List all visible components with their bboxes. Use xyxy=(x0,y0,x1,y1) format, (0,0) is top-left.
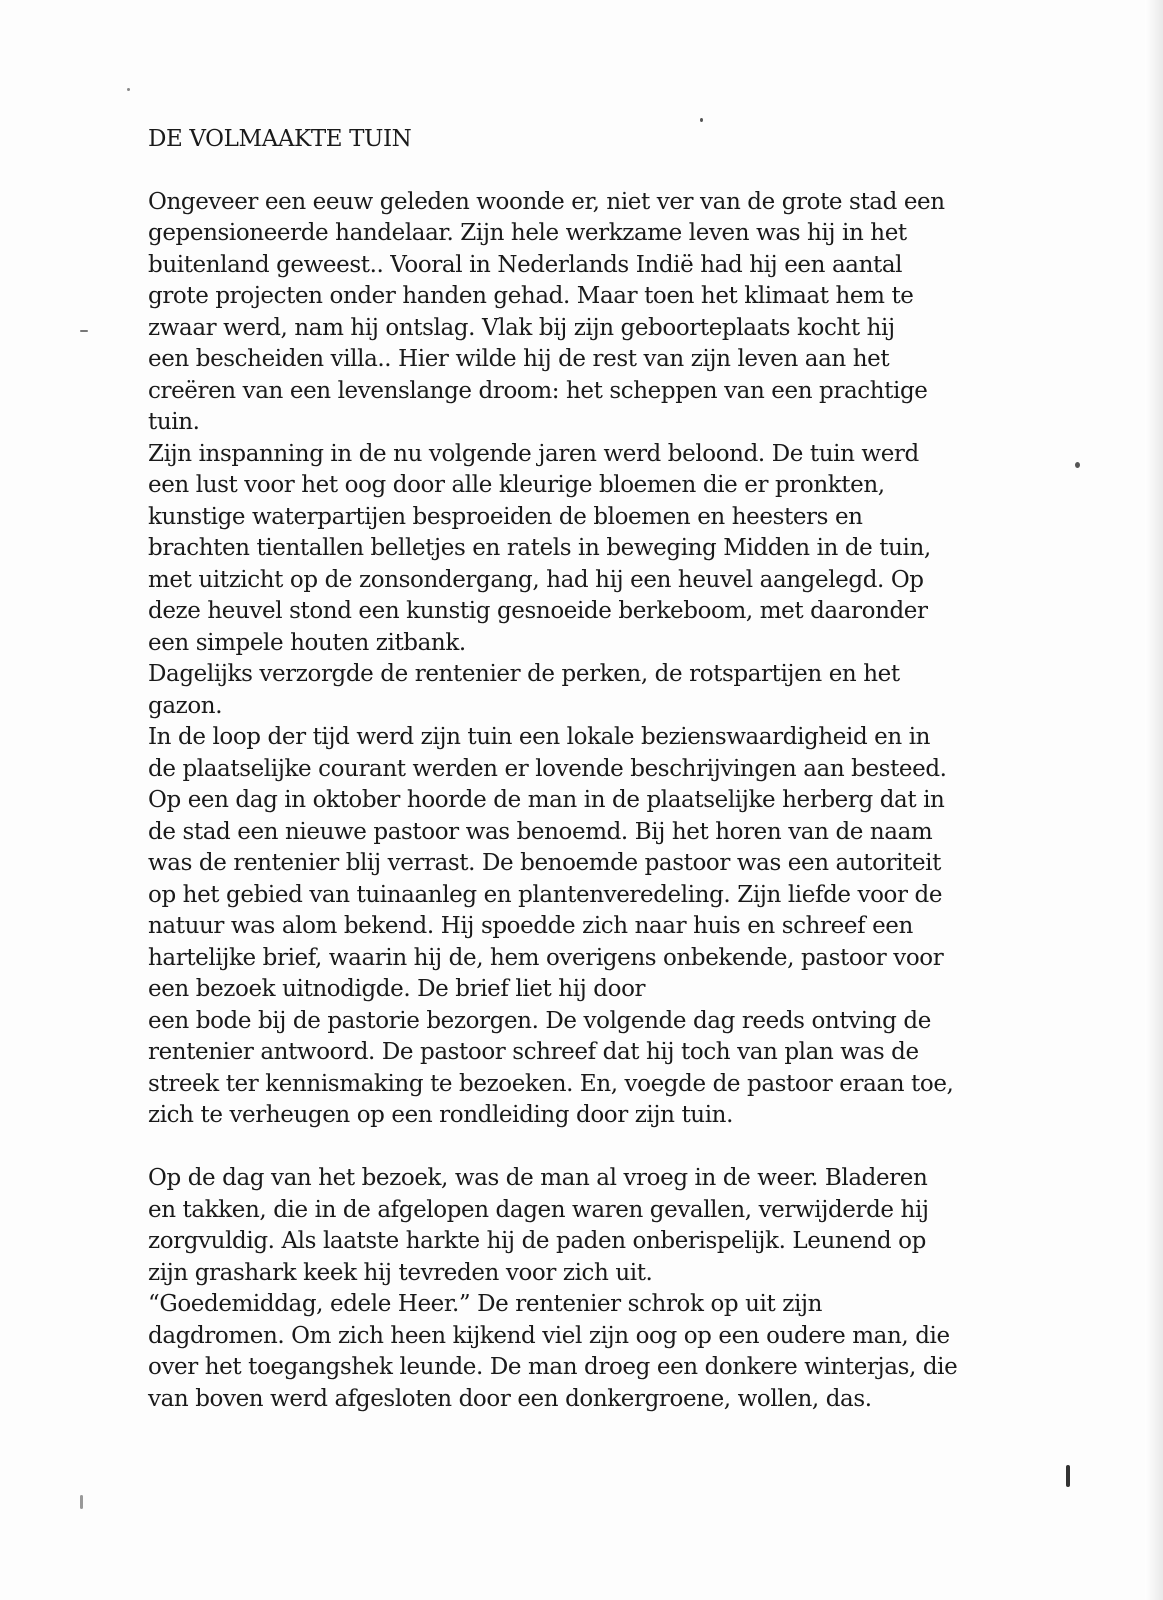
text-line: tuin. xyxy=(148,409,200,435)
scan-speck xyxy=(1066,1465,1070,1487)
text-line: “Goedemiddag, edele Heer.” De rentenier schrok op uit zijn xyxy=(148,1291,823,1317)
text-line: de stad een nieuwe pastoor was benoemd. Bij het horen van de naam xyxy=(148,818,933,845)
text-line: zorgvuldig. Als laatste harkte hij de paden onberispelijk. Leunend op xyxy=(148,1228,926,1254)
text-line: streek ter kennismaking te bezoeken. En, voegde de pastoor eraan toe, xyxy=(148,1070,954,1097)
text-line: In de loop der tijd werd zijn tuin een lokale bezienswaardigheid en in xyxy=(148,724,931,750)
text-line: hartelijke brief, waarin hij de, hem overigens onbekende, pastoor voor xyxy=(148,944,944,971)
text-line: natuur was alom bekend. Hij spoedde zich naar huis en schreef een xyxy=(148,913,913,939)
paragraph xyxy=(148,1289,1148,1415)
paragraph xyxy=(148,187,1148,439)
paragraph xyxy=(148,722,1148,1132)
text-line: rentenier antwoord. De pastoor schreef dat hij toch van plan was de xyxy=(148,1039,919,1065)
scan-speck xyxy=(80,330,88,332)
paragraph-gap xyxy=(148,1132,1148,1164)
paragraph xyxy=(148,659,1148,722)
text-line: grote projecten onder handen gehad. Maar toen het klimaat hem te xyxy=(148,283,914,309)
scan-speck xyxy=(80,1495,83,1509)
document-body xyxy=(148,124,1148,1415)
text-line: kunstige waterpartijen besproeiden de bloemen en heesters en xyxy=(148,503,863,530)
text-line: buitenland geweest.. Vooral in Nederlands Indië had hij een aantal xyxy=(148,251,903,278)
text-line: zwaar werd, nam hij ontslag. Vlak bij zijn geboorteplaats kocht hij xyxy=(148,314,895,341)
text-line: een lust voor het oog door alle kleurige bloemen die er pronkten, xyxy=(148,472,885,498)
paragraph xyxy=(148,439,1148,660)
text-line: de plaatselijke courant werden er lovende beschrijvingen aan besteed. xyxy=(148,755,947,782)
text-line: over het toegangshek leunde. De man droeg een donkere winterjas, die xyxy=(148,1354,958,1380)
text-line: was de rentenier blij verrast. De benoemde pastoor was een autoriteit xyxy=(148,850,941,876)
scan-speck xyxy=(127,88,130,91)
text-line: dagdromen. Om zich heen kijkend viel zijn oog op een oudere man, die xyxy=(148,1322,950,1349)
text-line: op het gebied van tuinaanleg en plantenveredeling. Zijn liefde voor de xyxy=(148,881,943,908)
text-line: deze heuvel stond een kunstig gesnoeide berkeboom, met daaronder xyxy=(148,598,928,624)
document-title: DE VOLMAAKTE TUIN xyxy=(148,126,412,152)
text-line: een simpele houten zitbank. xyxy=(148,629,466,656)
text-line: Op de dag van het bezoek, was de man al vroeg in de weer. Bladeren xyxy=(148,1165,928,1191)
text-line: Dagelijks verzorgde de rentenier de perken, de rotspartijen en het xyxy=(148,661,900,687)
text-line: met uitzicht op de zonsondergang, had hij een heuvel aangelegd. Op xyxy=(148,566,924,593)
text-line: een bescheiden villa.. Hier wilde hij de rest van zijn leven aan het xyxy=(148,346,890,372)
text-line: Zijn inspanning in de nu volgende jaren werd beloond. De tuin werd xyxy=(148,440,919,467)
text-line: Op een dag in oktober hoorde de man in de plaatselijke herberg dat in xyxy=(148,787,945,813)
text-line: zijn grashark keek hij tevreden voor zich uit. xyxy=(148,1259,653,1286)
text-line: gepensioneerde handelaar. Zijn hele werkzame leven was hij in het xyxy=(148,220,907,246)
scan-speck xyxy=(700,118,703,122)
paragraph xyxy=(148,1163,1148,1289)
text-line: zich te verheugen op een rondleiding door zijn tuin. xyxy=(148,1102,733,1128)
text-line: brachten tientallen belletjes en ratels in beweging Midden in de tuin, xyxy=(148,535,931,561)
text-line: gazon. xyxy=(148,692,223,719)
text-line: en takken, die in de afgelopen dagen waren gevallen, verwijderde hij xyxy=(148,1196,929,1223)
text-line: een bode bij de pastorie bezorgen. De volgende dag reeds ontving de xyxy=(148,1007,931,1034)
text-line: creëren van een levenslange droom: het scheppen van een prachtige xyxy=(148,377,928,404)
text-line: van boven werd afgesloten door een donkergroene, wollen, das. xyxy=(148,1385,872,1412)
text-line: een bezoek uitnodigde. De brief liet hij door xyxy=(148,976,646,1002)
text-line: Ongeveer een eeuw geleden woonde er, niet ver van de grote stad een xyxy=(148,188,945,215)
